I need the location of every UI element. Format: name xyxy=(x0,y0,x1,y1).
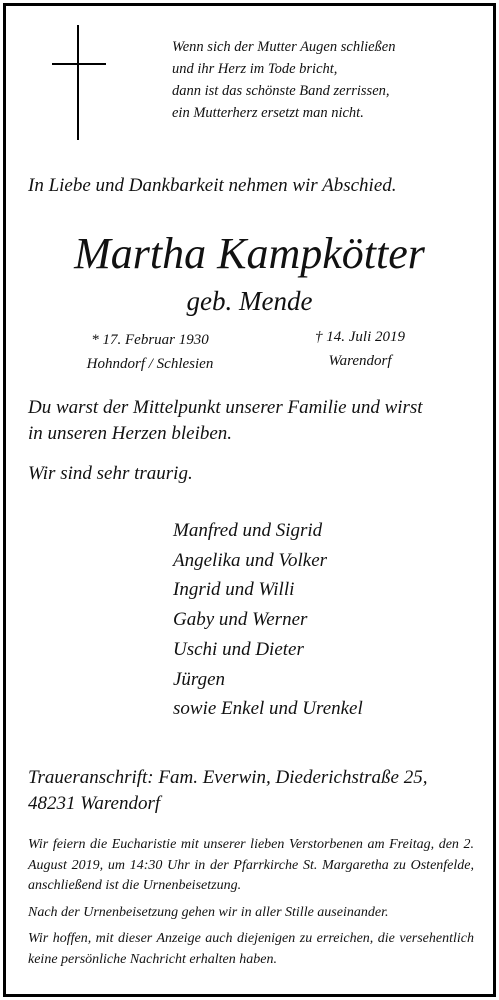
hope-note: Wir hoffen, mit dieser Anzeige auch diejenigen zu erreichen, die versehentlich keine persönliche Nachricht erhalten haben. xyxy=(28,931,474,967)
birth-date: * 17. Februar 1930 xyxy=(91,332,209,348)
address-line: 48231 Warendorf xyxy=(28,793,161,814)
address-line: Traueranschrift: Fam. Everwin, Diederichstraße 25, xyxy=(28,767,428,788)
maiden-name: geb. Mende xyxy=(186,286,313,316)
death-date: † 14. Juli 2019 xyxy=(315,329,405,345)
family-member: Gaby und Werner xyxy=(173,609,308,631)
family-member: sowie Enkel und Urenkel xyxy=(173,698,363,720)
poem-line: dann ist das schönste Band zerrissen, xyxy=(172,83,390,99)
family-member: Angelika und Volker xyxy=(173,549,328,571)
message-line: in unseren Herzen bleiben. xyxy=(28,423,233,444)
poem-line: ein Mutterherz ersetzt man nicht. xyxy=(172,105,364,121)
family-list xyxy=(173,516,363,724)
message-line: Du warst der Mittelpunkt unserer Familie und wirst xyxy=(28,397,423,418)
death-info xyxy=(280,325,440,373)
message-paragraph xyxy=(28,395,478,447)
service-note: Wir feiern die Eucharistie mit unserer lieben Verstorbenen am Freitag, den 2. August 2019, um 14:30 Uhr in der Pfarrkirche St. Margaretha zu Ostenfelde, anschließend ist die Urnenbeisetzung. xyxy=(28,837,474,893)
cross-icon xyxy=(50,25,110,140)
cross-horizontal-bar xyxy=(52,63,106,65)
poem xyxy=(172,36,472,124)
family-member: Uschi und Dieter xyxy=(173,638,304,660)
mourning-address xyxy=(28,765,488,817)
cross-vertical-bar xyxy=(77,25,79,140)
family-member: Manfred und Sigrid xyxy=(173,520,323,541)
notes xyxy=(28,835,474,976)
birth-info xyxy=(60,328,240,376)
poem-line: Wenn sich der Mutter Augen schließen xyxy=(172,39,396,55)
sad-text: Wir sind sehr traurig. xyxy=(28,463,193,484)
family-member: Ingrid und Willi xyxy=(173,579,295,601)
death-place: Warendorf xyxy=(328,353,392,369)
poem-line: und ihr Herz im Tode bricht, xyxy=(172,61,338,77)
deceased-name: Martha Kampkötter xyxy=(74,229,425,278)
birth-place: Hohndorf / Schlesien xyxy=(86,356,214,372)
after-note: Nach der Urnenbeisetzung gehen wir in aller Stille auseinander. xyxy=(28,904,389,920)
intro-text: In Liebe und Dankbarkeit nehmen wir Abschied. xyxy=(28,175,397,196)
family-member: Jürgen xyxy=(173,668,226,690)
